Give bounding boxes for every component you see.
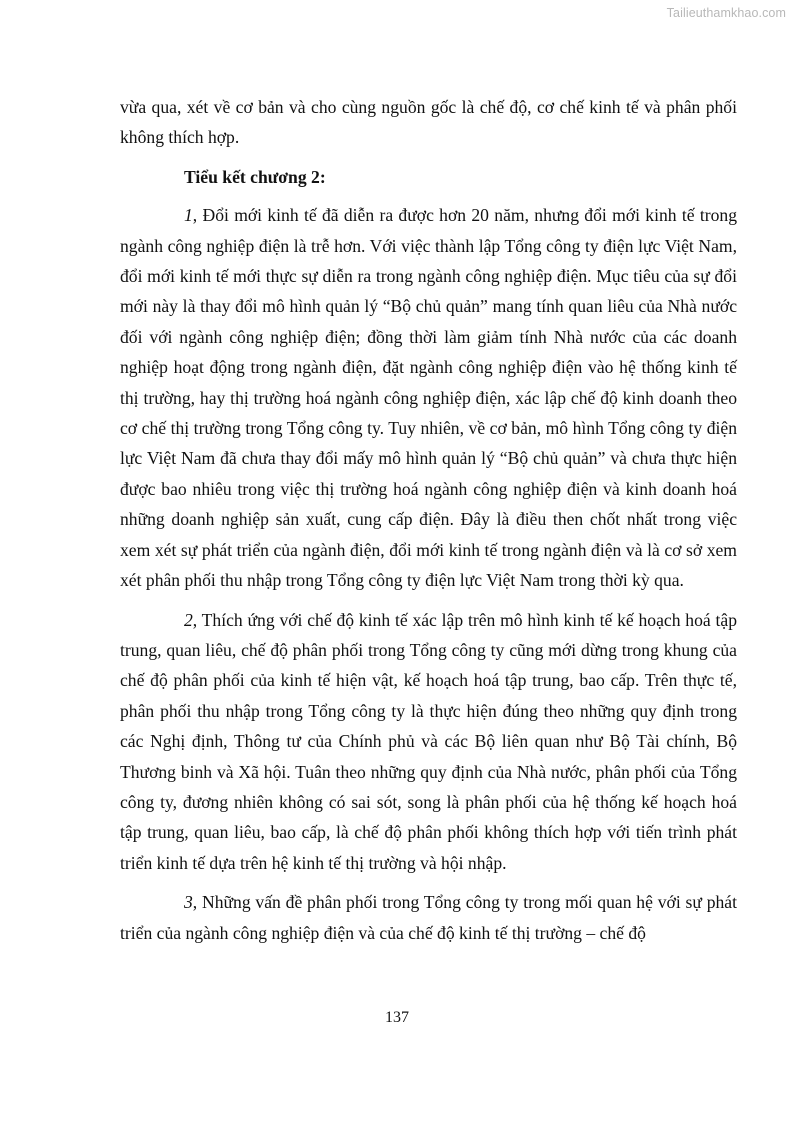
- paragraph-number: 3: [184, 892, 193, 913]
- paragraph-2: [120, 605, 737, 879]
- paragraph-text: , Những vấn đề phân phối trong Tổng công ty trong mối quan hệ với sự phát triển của ngành công nghiệp điện và của chế độ kinh tế thị trường – chế độ: [120, 892, 737, 943]
- document-body: [120, 92, 737, 957]
- section-heading: Tiểu kết chương 2:: [184, 166, 326, 187]
- paragraph-number: 1: [184, 205, 193, 226]
- continuation-paragraph: vừa qua, xét về cơ bản và cho cùng nguồn gốc là chế độ, cơ chế kinh tế và phân phối không thích hợp.: [120, 97, 737, 148]
- paragraph-1: [120, 200, 737, 595]
- watermark: Tailieuthamkhao.com: [666, 6, 786, 20]
- paragraph-text: , Thích ứng với chế độ kinh tế xác lập trên mô hình kinh tế kế hoạch hoá tập trung, quan liêu, chế độ phân phối trong Tổng công ty cũng mới dừng trong khung của chế độ phân phối của kinh tế hiện vật, kế hoạch hoá tập trung, bao cấp. Trên thực tế, phân phối thu nhập trong Tổng công ty là thực hiện đúng theo những quy định trong các Nghị định, Thông tư của Chính phủ và các Bộ liên quan như Bộ Tài chính, Bộ Thương binh và Xã hội. Tuân theo những quy định của Nhà nước, phân phối của Tổng công ty, đương nhiên không có sai sót, song là phân phối của hệ thống kế hoạch hoá tập trung, quan liêu, bao cấp, là chế độ phân phối không thích hợp với tiến trình phát triển kinh tế dựa trên hệ kinh tế thị trường và hội nhập.: [120, 609, 737, 873]
- paragraph-number: 2: [184, 609, 193, 630]
- paragraph-text: , Đổi mới kinh tế đã diễn ra được hơn 20 năm, nhưng đổi mới kinh tế trong ngành công nghiệp điện là trễ hơn. Với việc thành lập Tổng công ty điện lực Việt Nam, đổi mới kinh tế mới thực sự diễn ra trong ngành công nghiệp điện. Mục tiêu của sự đổi mới này là thay đổi mô hình quản lý “Bộ chủ quản” mang tính quan liêu của Nhà nước đối với ngành công nghiệp điện; đồng thời làm giảm tính Nhà nước của các doanh nghiệp hoạt động trong ngành điện, đặt ngành công nghiệp điện vào hệ thống kinh tế thị trường, hay thị trường hoá ngành công nghiệp điện, xác lập chế độ kinh doanh theo cơ chế thị trường trong Tổng công ty. Tuy nhiên, về cơ bản, mô hình Tổng công ty điện lực Việt Nam đã chưa thay đổi mấy mô hình quản lý “Bộ chủ quản” và chưa thực hiện được bao nhiêu trong việc thị trường hoá ngành công nghiệp điện và kinh doanh hoá những doanh nghiệp sản xuất, cung cấp điện. Đây là điều then chốt nhất trong việc xem xét sự phát triển của ngành điện, đổi mới kinh tế trong ngành điện và là cơ sở xem xét phân phối thu nhập trong Tổng công ty điện lực Việt Nam trong thời kỳ qua.: [120, 205, 737, 591]
- paragraph-3: [120, 887, 737, 948]
- page-number: 137: [385, 1009, 409, 1026]
